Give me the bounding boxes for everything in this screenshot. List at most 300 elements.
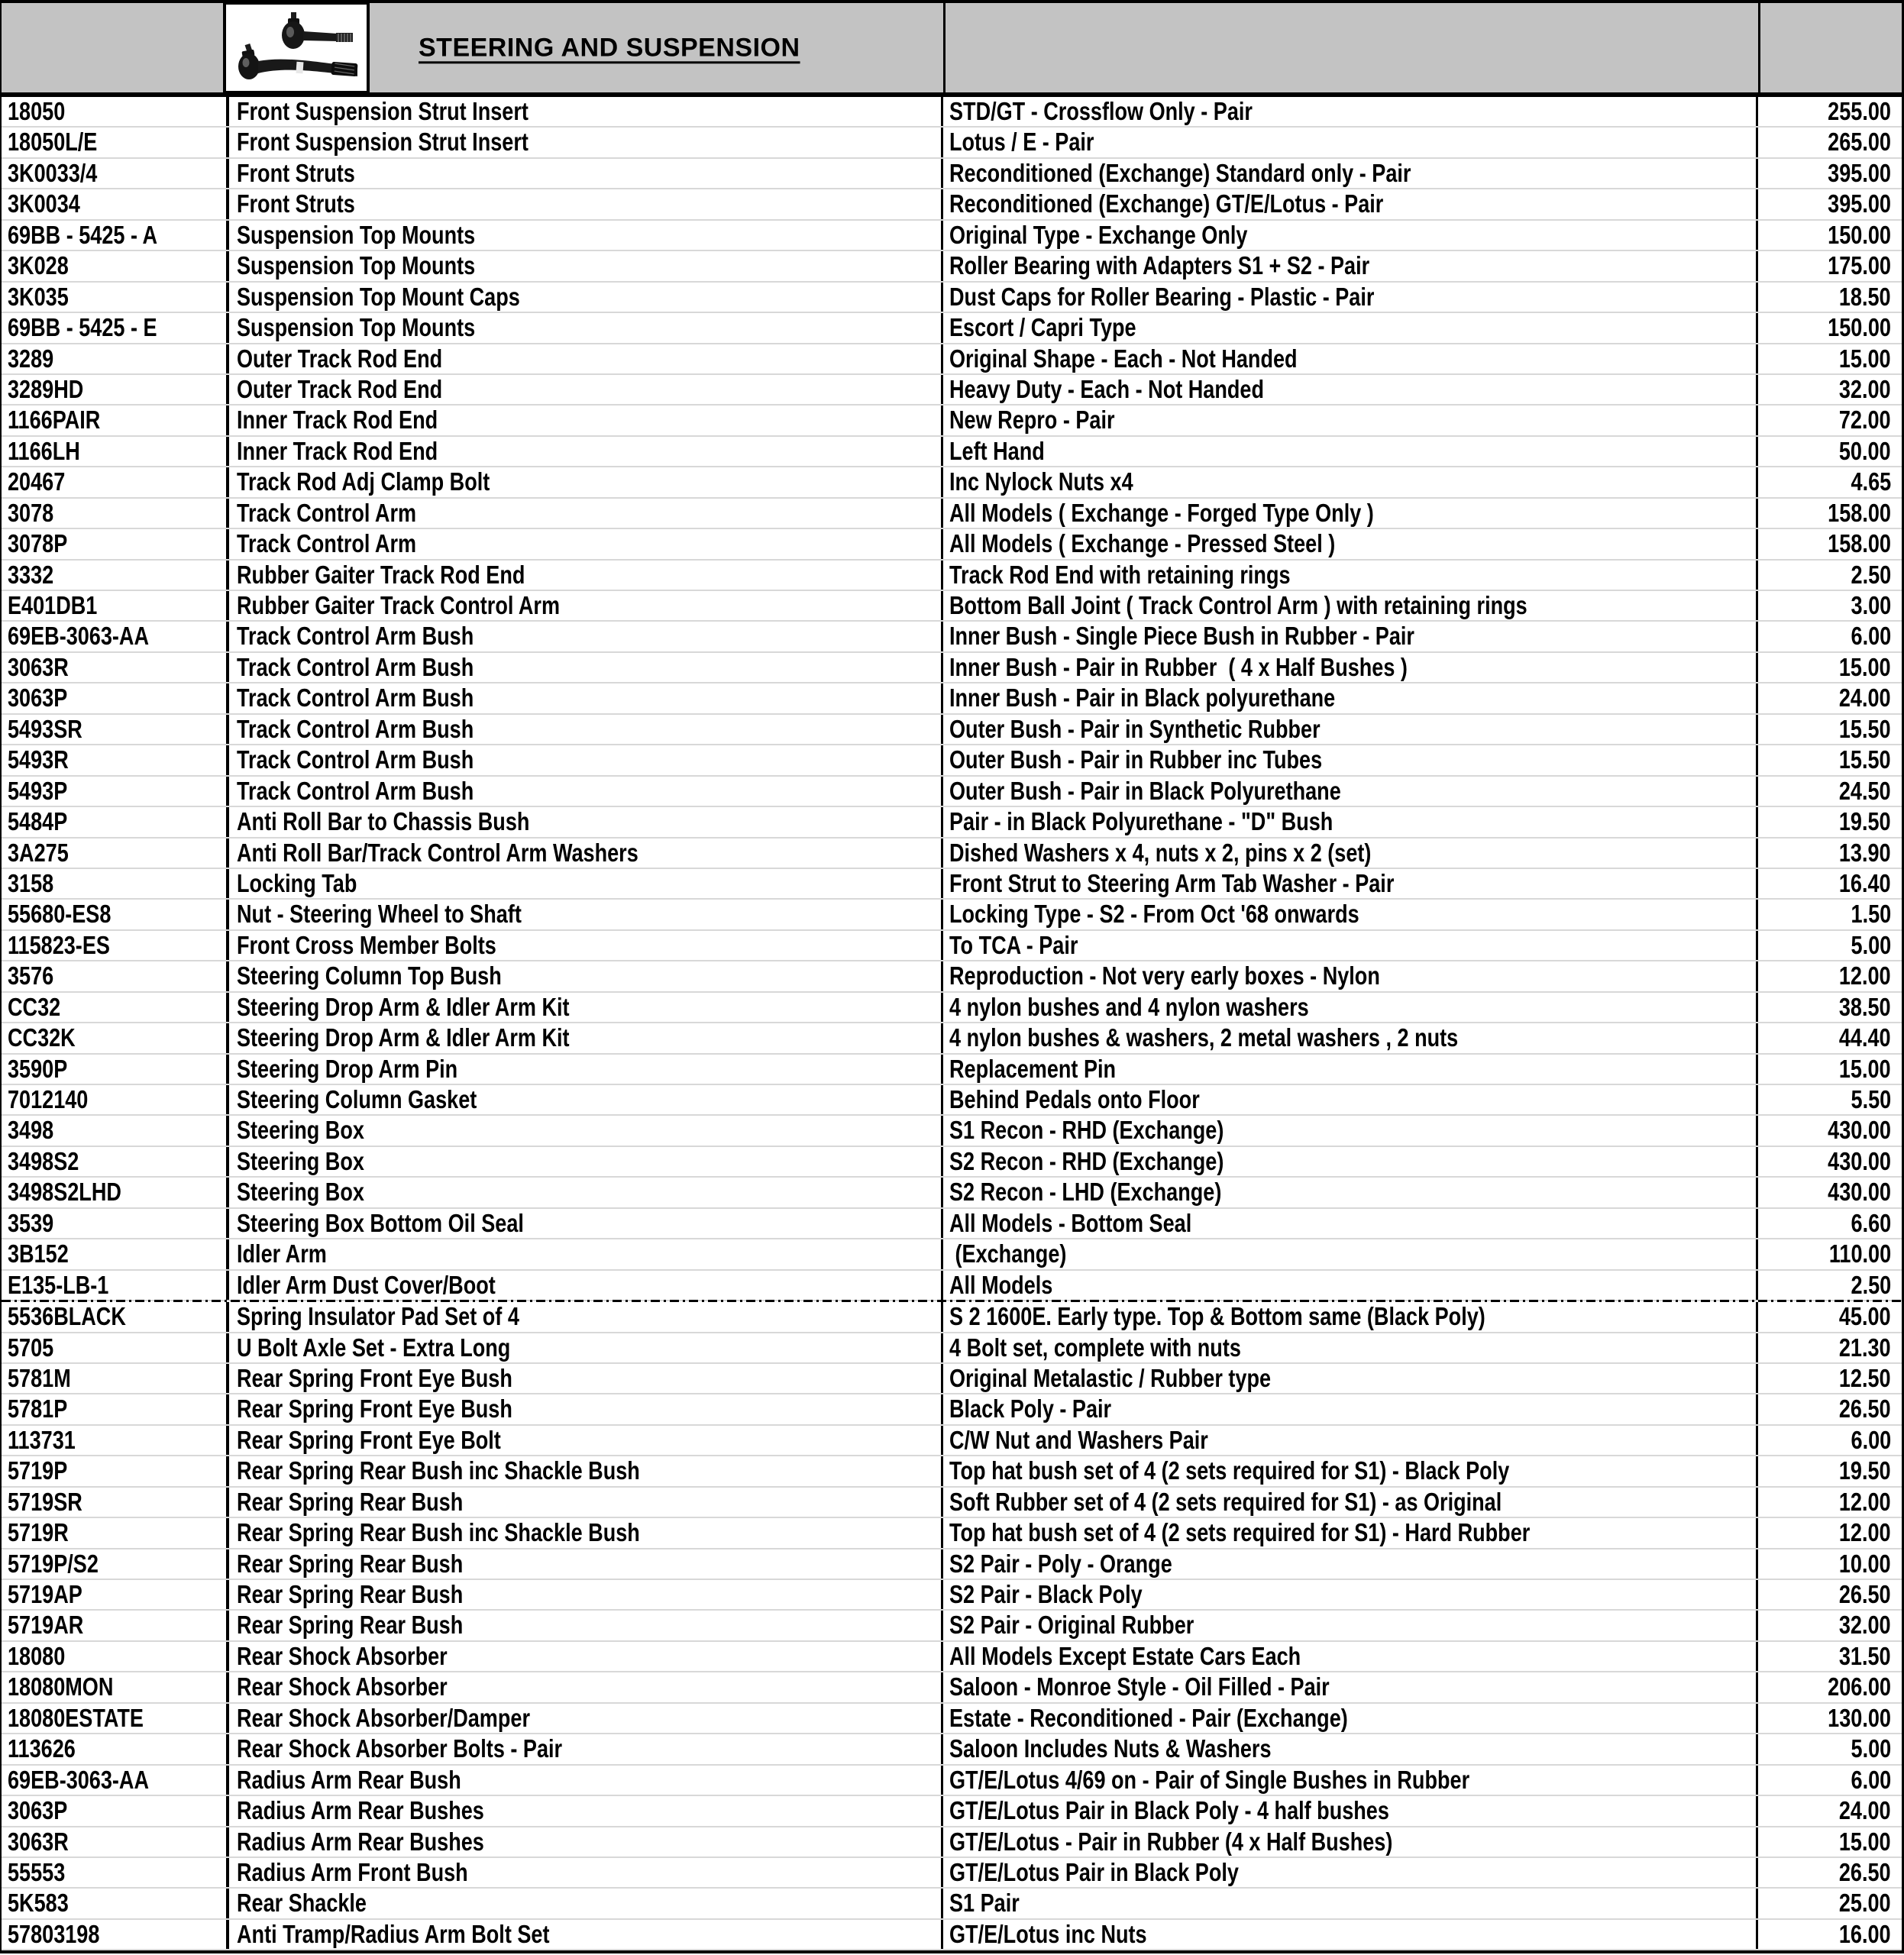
part-name-cell	[229, 406, 943, 435]
description-cell	[943, 993, 1758, 1022]
part-number-text: 113626	[8, 1734, 76, 1763]
part-number-cell	[2, 807, 229, 836]
description-text: Lotus / E - Pair	[949, 128, 1094, 157]
part-number-text: 3B152	[8, 1239, 69, 1268]
description-text: S2 Pair - Poly - Orange	[949, 1549, 1172, 1578]
part-number-text: 5781M	[8, 1363, 71, 1392]
price-text: 24.50	[1839, 776, 1891, 805]
part-name-text: Front Suspension Strut Insert	[237, 97, 529, 125]
description-cell	[943, 529, 1758, 558]
part-name-text: Steering Box	[237, 1146, 364, 1175]
part-number-text: 3576	[8, 961, 54, 990]
description-text: Top hat bush set of 4 (2 sets required for S1) - Hard Rubber	[949, 1518, 1531, 1547]
price-text: 26.50	[1839, 1857, 1891, 1886]
price-cell	[1758, 313, 1902, 342]
description-cell	[943, 1302, 1758, 1331]
price-cell	[1758, 1920, 1902, 1949]
description-text: GT/E/Lotus inc Nuts	[949, 1919, 1147, 1948]
part-number-cell	[2, 1672, 229, 1701]
part-name-text: Radius Arm Rear Bushes	[237, 1796, 484, 1825]
part-number-cell	[2, 1734, 229, 1763]
description-text: Dust Caps for Roller Bearing - Plastic - Pair	[949, 282, 1375, 311]
part-name-cell	[229, 1394, 943, 1423]
part-name-cell	[229, 128, 943, 157]
part-number-text: 5705	[8, 1333, 54, 1362]
part-number-cell	[2, 344, 229, 373]
table-row	[2, 1239, 1902, 1270]
description-cell	[943, 1023, 1758, 1052]
description-text: GT/E/Lotus 4/69 on - Pair of Single Bushes in Rubber	[949, 1765, 1470, 1794]
part-number-cell	[2, 1642, 229, 1671]
part-name-text: Anti Roll Bar/Track Control Arm Washers	[237, 838, 638, 867]
description-text: Reproduction - Not very early boxes - Nylon	[949, 961, 1380, 990]
description-cell	[943, 745, 1758, 774]
part-number-text: 5536BLACK	[8, 1302, 126, 1331]
part-number-cell	[2, 1827, 229, 1856]
description-cell	[943, 807, 1758, 836]
part-number-text: 5781P	[8, 1394, 68, 1423]
part-number-cell	[2, 375, 229, 404]
tie-rod-ends-photo	[229, 8, 364, 88]
part-name-cell	[229, 1488, 943, 1517]
price-cell	[1758, 1580, 1902, 1609]
price-text: 6.00	[1851, 1765, 1891, 1794]
part-number-cell	[2, 1055, 229, 1084]
price-text: 6.00	[1851, 622, 1891, 651]
part-number-cell	[2, 97, 229, 126]
table-row	[2, 622, 1902, 652]
price-cell	[1758, 622, 1902, 651]
part-name-text: Track Control Arm Bush	[237, 745, 474, 774]
part-name-text: Track Rod Adj Clamp Bolt	[237, 467, 490, 496]
part-name-cell	[229, 344, 943, 373]
part-number-text: 3539	[8, 1208, 54, 1237]
part-name-cell	[229, 499, 943, 528]
description-cell	[943, 777, 1758, 806]
description-cell	[943, 1642, 1758, 1671]
part-number-text: 3289	[8, 344, 54, 373]
part-name-text: Rubber Gaiter Track Control Arm	[237, 591, 561, 619]
description-cell	[943, 344, 1758, 373]
price-cell	[1758, 1239, 1902, 1268]
description-cell	[943, 1549, 1758, 1579]
price-text: 31.50	[1839, 1641, 1891, 1670]
part-name-text: Suspension Top Mount Caps	[237, 282, 520, 311]
description-cell	[943, 653, 1758, 682]
price-text: 72.00	[1839, 406, 1891, 435]
table-row	[2, 1209, 1902, 1239]
description-cell	[943, 561, 1758, 590]
part-number-cell	[2, 406, 229, 435]
part-number-text: 3590P	[8, 1054, 68, 1083]
description-text: S 2 1600E. Early type. Top & Bottom same (Black Poly)	[949, 1302, 1485, 1331]
part-number-cell	[2, 1518, 229, 1547]
part-number-text: E135-LB-1	[8, 1270, 109, 1299]
part-number-cell	[2, 1456, 229, 1485]
description-text: Outer Bush - Pair in Rubber inc Tubes	[949, 745, 1323, 774]
part-number-text: 18080ESTATE	[8, 1703, 144, 1732]
price-text: 430.00	[1828, 1116, 1891, 1145]
price-text: 21.30	[1839, 1333, 1891, 1362]
price-cell	[1758, 1426, 1902, 1455]
description-text: S1 Recon - RHD (Exchange)	[949, 1116, 1224, 1145]
description-text: All Models Except Estate Cars Each	[949, 1641, 1301, 1670]
part-number-text: 69EB-3063-AA	[8, 1765, 149, 1794]
price-cell	[1758, 437, 1902, 466]
part-name-text: Anti Roll Bar to Chassis Bush	[237, 807, 530, 836]
price-cell	[1758, 1796, 1902, 1825]
description-text: C/W Nut and Washers Pair	[949, 1425, 1208, 1454]
price-text: 10.00	[1839, 1549, 1891, 1578]
description-text: Original Metalastic / Rubber type	[949, 1363, 1272, 1392]
part-number-text: 5K583	[8, 1889, 69, 1918]
description-cell	[943, 1209, 1758, 1238]
price-cell	[1758, 1889, 1902, 1918]
description-text: Dished Washers x 4, nuts x 2, pins x 2 (set)	[949, 838, 1372, 867]
price-text: 15.00	[1839, 344, 1891, 373]
part-name-text: Radius Arm Rear Bushes	[237, 1827, 484, 1856]
part-name-cell	[229, 1364, 943, 1393]
part-number-cell	[2, 1023, 229, 1052]
price-cell	[1758, 1766, 1902, 1795]
part-name-text: Rear Spring Rear Bush inc Shackle Bush	[237, 1456, 640, 1485]
part-name-text: Rear Spring Front Eye Bush	[237, 1363, 512, 1392]
parts-photo-box	[223, 2, 370, 94]
description-cell	[943, 715, 1758, 744]
part-name-text: Steering Drop Arm & Idler Arm Kit	[237, 1023, 570, 1052]
part-number-cell	[2, 1085, 229, 1114]
table-row	[2, 777, 1902, 807]
price-text: 25.00	[1839, 1889, 1891, 1918]
part-name-text: Locking Tab	[237, 868, 357, 897]
part-name-cell	[229, 1209, 943, 1238]
price-cell	[1758, 1394, 1902, 1423]
price-cell	[1758, 189, 1902, 218]
description-cell	[943, 406, 1758, 435]
part-name-text: Rear Spring Front Eye Bush	[237, 1394, 512, 1423]
part-number-text: 7012140	[8, 1085, 89, 1113]
part-number-text: 5484P	[8, 807, 68, 836]
part-number-text: 3K035	[8, 282, 69, 311]
description-text: All Models	[949, 1270, 1053, 1299]
part-name-cell	[229, 1333, 943, 1362]
part-number-cell	[2, 467, 229, 496]
price-cell	[1758, 653, 1902, 682]
description-text: All Models ( Exchange - Forged Type Only )	[949, 498, 1374, 527]
part-number-text: 55680-ES8	[8, 900, 112, 929]
description-text: Left Hand	[949, 436, 1045, 465]
description-text: GT/E/Lotus Pair in Black Poly - 4 half bushes	[949, 1796, 1389, 1825]
description-cell	[943, 1611, 1758, 1640]
description-text: Heavy Duty - Each - Not Handed	[949, 374, 1264, 403]
description-cell	[943, 591, 1758, 620]
part-name-cell	[229, 777, 943, 806]
price-cell	[1758, 1147, 1902, 1176]
table-row	[2, 1302, 1902, 1333]
description-text: Inner Bush - Single Piece Bush in Rubber - Pair	[949, 622, 1414, 651]
part-name-text: Front Cross Member Bolts	[237, 930, 496, 959]
part-number-cell	[2, 1766, 229, 1795]
price-text: 26.50	[1839, 1394, 1891, 1423]
price-cell	[1758, 683, 1902, 713]
description-text: S2 Recon - RHD (Exchange)	[949, 1146, 1224, 1175]
part-name-cell	[229, 1178, 943, 1207]
part-name-text: Steering Box Bottom Oil Seal	[237, 1208, 524, 1237]
part-number-cell	[2, 622, 229, 651]
price-text: 18.50	[1839, 282, 1891, 311]
part-number-text: 3078	[8, 498, 54, 527]
part-number-text: 3K0033/4	[8, 158, 98, 187]
table-row	[2, 1704, 1902, 1734]
description-cell	[943, 1426, 1758, 1455]
table-row	[2, 1580, 1902, 1611]
table-row	[2, 283, 1902, 313]
description-text: S2 Pair - Black Poly	[949, 1580, 1143, 1608]
price-text: 395.00	[1828, 158, 1891, 187]
description-text: Top hat bush set of 4 (2 sets required for S1) - Black Poly	[949, 1456, 1510, 1485]
part-number-text: 3498S2LHD	[8, 1178, 121, 1207]
price-cell	[1758, 221, 1902, 250]
price-text: 12.00	[1839, 961, 1891, 990]
part-number-cell	[2, 961, 229, 990]
part-name-text: Front Struts	[237, 158, 355, 187]
description-text: (Exchange)	[949, 1239, 1067, 1268]
description-cell	[943, 900, 1758, 929]
part-number-cell	[2, 1147, 229, 1176]
description-text: 4 nylon bushes and 4 nylon washers	[949, 992, 1309, 1021]
part-number-text: 3063P	[8, 1796, 68, 1825]
parts-table	[2, 97, 1902, 1950]
part-number-text: 3063P	[8, 683, 68, 713]
price-cell	[1758, 1055, 1902, 1084]
price-text: 24.00	[1839, 1796, 1891, 1825]
part-name-cell	[229, 529, 943, 558]
price-cell	[1758, 869, 1902, 898]
price-text: 15.50	[1839, 745, 1891, 774]
table-row	[2, 1364, 1902, 1394]
part-name-cell	[229, 1023, 943, 1052]
part-name-text: Steering Drop Arm Pin	[237, 1054, 458, 1083]
part-name-text: Rear Spring Rear Bush	[237, 1549, 464, 1578]
description-cell	[943, 1147, 1758, 1176]
table-row	[2, 591, 1902, 622]
description-cell	[943, 499, 1758, 528]
table-row	[2, 1085, 1902, 1116]
part-name-cell	[229, 1796, 943, 1825]
price-cell	[1758, 1271, 1902, 1300]
part-name-text: Suspension Top Mounts	[237, 220, 476, 249]
description-cell	[943, 1116, 1758, 1145]
table-row	[2, 1549, 1902, 1580]
table-row	[2, 467, 1902, 498]
part-name-text: Track Control Arm Bush	[237, 776, 474, 805]
price-cell	[1758, 1488, 1902, 1517]
table-row	[2, 1889, 1902, 1919]
price-text: 32.00	[1839, 374, 1891, 403]
price-cell	[1758, 1858, 1902, 1887]
page-title: STEERING AND SUSPENSION	[419, 32, 800, 62]
part-number-text: 3498S2	[8, 1146, 79, 1175]
description-text: GT/E/Lotus Pair in Black Poly	[949, 1857, 1239, 1886]
price-cell	[1758, 1333, 1902, 1362]
price-cell	[1758, 467, 1902, 496]
price-text: 15.00	[1839, 1827, 1891, 1856]
part-name-cell	[229, 653, 943, 682]
description-cell	[943, 1796, 1758, 1825]
part-name-text: Track Control Arm	[237, 498, 417, 527]
part-name-cell	[229, 683, 943, 713]
price-cell	[1758, 900, 1902, 929]
part-name-cell	[229, 221, 943, 250]
price-text: 44.40	[1839, 1023, 1891, 1052]
price-text: 16.00	[1839, 1919, 1891, 1948]
part-name-text: Steering Column Top Bush	[237, 961, 502, 990]
price-text: 38.50	[1839, 992, 1891, 1021]
part-number-text: 18080	[8, 1641, 66, 1670]
description-text: S2 Recon - LHD (Exchange)	[949, 1178, 1222, 1207]
price-text: 19.50	[1839, 807, 1891, 836]
table-row	[2, 529, 1902, 560]
part-number-cell	[2, 900, 229, 929]
table-row	[2, 97, 1902, 128]
part-name-text: Outer Track Rod End	[237, 374, 443, 403]
part-number-text: 3063R	[8, 652, 69, 681]
table-row	[2, 839, 1902, 869]
part-number-text: 5493SR	[8, 714, 82, 743]
price-cell	[1758, 1549, 1902, 1579]
table-row	[2, 931, 1902, 961]
table-row	[2, 1642, 1902, 1672]
description-text: Track Rod End with retaining rings	[949, 560, 1291, 589]
price-cell	[1758, 591, 1902, 620]
part-name-cell	[229, 745, 943, 774]
part-number-text: E401DB1	[8, 591, 98, 619]
description-text: Locking Type - S2 - From Oct '68 onwards	[949, 900, 1359, 929]
part-name-cell	[229, 1672, 943, 1701]
table-row	[2, 1827, 1902, 1858]
part-number-cell	[2, 993, 229, 1022]
part-number-cell	[2, 1364, 229, 1393]
description-cell	[943, 1271, 1758, 1300]
description-text: Saloon Includes Nuts & Washers	[949, 1734, 1272, 1763]
part-number-cell	[2, 591, 229, 620]
part-number-text: 5719R	[8, 1518, 69, 1547]
part-number-text: CC32K	[8, 1023, 76, 1052]
description-text: Saloon - Monroe Style - Oil Filled - Pair	[949, 1672, 1330, 1701]
part-name-cell	[229, 715, 943, 744]
price-text: 2.50	[1851, 1270, 1891, 1299]
price-text: 24.00	[1839, 683, 1891, 713]
description-cell	[943, 189, 1758, 218]
price-text: 130.00	[1828, 1703, 1891, 1732]
part-number-cell	[2, 529, 229, 558]
part-number-text: 3K028	[8, 251, 69, 280]
part-number-cell	[2, 715, 229, 744]
table-row	[2, 1023, 1902, 1054]
part-name-cell	[229, 1147, 943, 1176]
price-text: 395.00	[1828, 189, 1891, 218]
table-row	[2, 683, 1902, 714]
page-header	[2, 0, 1902, 97]
part-number-text: 5719AP	[8, 1580, 82, 1608]
description-text: Bottom Ball Joint ( Track Control Arm ) with retaining rings	[949, 591, 1527, 619]
description-cell	[943, 1364, 1758, 1393]
table-row	[2, 715, 1902, 745]
part-name-cell	[229, 437, 943, 466]
description-text: Reconditioned (Exchange) Standard only - Pair	[949, 158, 1411, 187]
price-text: 6.00	[1851, 1425, 1891, 1454]
part-name-cell	[229, 1426, 943, 1455]
header-column-divider	[943, 3, 946, 92]
table-row	[2, 406, 1902, 436]
price-cell	[1758, 1209, 1902, 1238]
part-number-cell	[2, 251, 229, 280]
part-name-text: Outer Track Rod End	[237, 344, 443, 373]
part-number-cell	[2, 931, 229, 960]
description-cell	[943, 1333, 1758, 1362]
part-number-cell	[2, 561, 229, 590]
part-name-text: Track Control Arm	[237, 529, 417, 558]
price-text: 12.50	[1839, 1363, 1891, 1392]
part-number-text: 1166LH	[8, 436, 80, 465]
table-row	[2, 1178, 1902, 1208]
description-text: Behind Pedals onto Floor	[949, 1085, 1200, 1113]
part-name-cell	[229, 1302, 943, 1331]
description-cell	[943, 1394, 1758, 1423]
part-name-text: Steering Column Gasket	[237, 1085, 477, 1113]
part-name-cell	[229, 1549, 943, 1579]
part-number-text: 3498	[8, 1116, 54, 1145]
price-cell	[1758, 1827, 1902, 1856]
part-name-text: Rear Spring Rear Bush	[237, 1580, 464, 1608]
part-name-text: Nut - Steering Wheel to Shaft	[237, 900, 522, 929]
description-cell	[943, 283, 1758, 312]
table-row	[2, 189, 1902, 220]
part-number-text: 3K0034	[8, 189, 80, 218]
part-number-cell	[2, 1333, 229, 1362]
price-cell	[1758, 561, 1902, 590]
table-row	[2, 653, 1902, 683]
part-name-cell	[229, 869, 943, 898]
part-name-text: Rear Shock Absorber	[237, 1672, 448, 1701]
description-cell	[943, 1178, 1758, 1207]
part-number-cell	[2, 1426, 229, 1455]
part-name-cell	[229, 1271, 943, 1300]
description-cell	[943, 1672, 1758, 1701]
table-row	[2, 1858, 1902, 1889]
part-number-text: 3078P	[8, 529, 68, 558]
part-number-cell	[2, 189, 229, 218]
part-number-cell	[2, 1549, 229, 1579]
price-cell	[1758, 283, 1902, 312]
part-name-text: Suspension Top Mounts	[237, 313, 476, 342]
price-text: 158.00	[1828, 529, 1891, 558]
part-number-cell	[2, 1704, 229, 1733]
part-number-text: 55553	[8, 1857, 66, 1886]
part-name-cell	[229, 961, 943, 990]
part-number-cell	[2, 1116, 229, 1145]
part-number-cell	[2, 869, 229, 898]
price-cell	[1758, 839, 1902, 868]
price-text: 15.00	[1839, 1054, 1891, 1083]
part-name-cell	[229, 1518, 943, 1547]
part-number-text: 113731	[8, 1425, 76, 1454]
part-name-text: Radius Arm Front Bush	[237, 1857, 468, 1886]
part-name-cell	[229, 807, 943, 836]
description-text: 4 Bolt set, complete with nuts	[949, 1333, 1241, 1362]
description-text: Roller Bearing with Adapters S1 + S2 - Pair	[949, 251, 1370, 280]
price-text: 3.00	[1851, 591, 1891, 619]
